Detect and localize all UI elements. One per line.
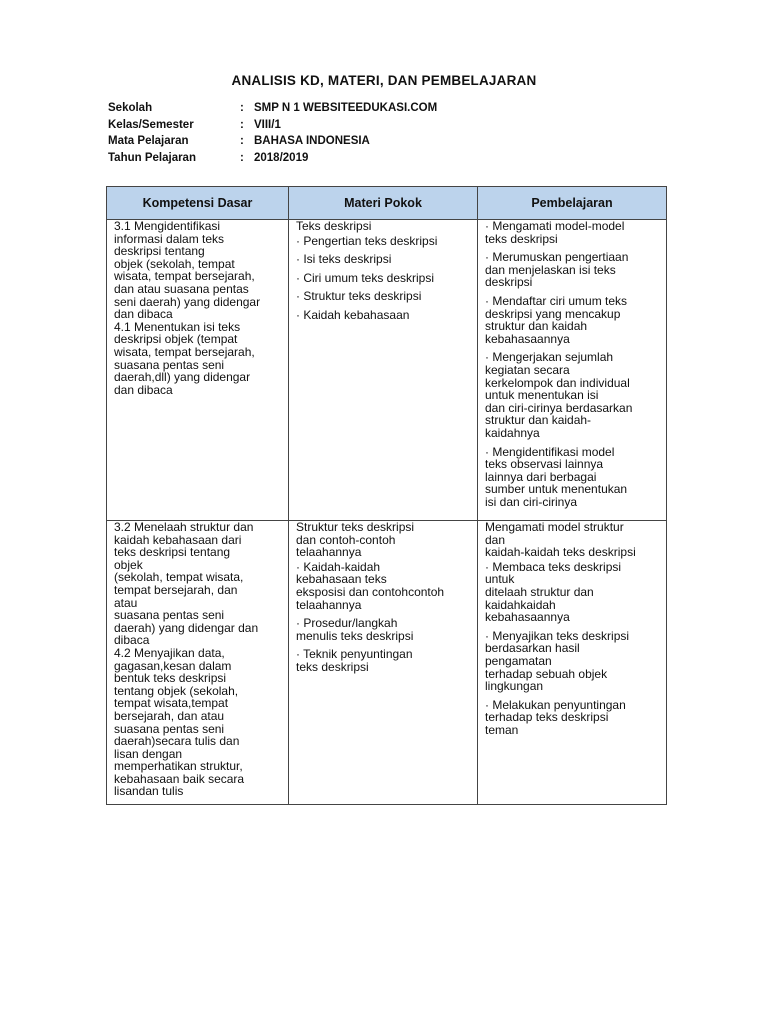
analysis-table (106, 186, 667, 805)
pembelajaran-intro: Mengamati model struktur dan kaidah-kaidah teks deskripsi (485, 520, 636, 560)
materi-item: · Prosedur/langkah menulis teks deskripsi (296, 616, 414, 643)
table-header-row (107, 187, 667, 220)
pembelajaran-item: · Membaca teks deskripsi untuk ditelaah struktur dan kaidahkaidah kebahasaannya (485, 559, 622, 625)
table-row (107, 521, 667, 805)
info-value: SMP N 1 WEBSITEEDUKASI.COM (254, 102, 438, 114)
materi-item: · Struktur teks deskripsi (296, 289, 422, 304)
info-label: Tahun Pelajaran (108, 151, 196, 164)
info-separator: : (240, 151, 244, 164)
info-row-tahun (108, 150, 437, 167)
info-label: Kelas/Semester (108, 118, 194, 131)
header-materi-pokok: Materi Pokok (289, 187, 478, 220)
kd-cell (107, 220, 289, 521)
info-label: Sekolah (108, 102, 153, 114)
materi-item: · Kaidah kebahasaan (296, 307, 410, 322)
info-row-kelas (108, 117, 437, 134)
materi-item: · Kaidah-kaidah kebahasaan teks eksposisi dan contohcontoh telaahannya (296, 559, 445, 612)
pembelajaran-item: · Mengamati model-model teks deskripsi (485, 219, 625, 246)
info-value: VIII/1 (254, 118, 281, 131)
pembelajaran-cell (478, 220, 667, 521)
materi-intro: Teks deskripsi (296, 219, 372, 233)
materi-cell (289, 220, 478, 521)
kd-text: 3.1 Mengidentifikasi informasi dalam teks deskripsi tentang objek (sekolah, tempat wisata, tempat bersejarah, dan atau suasana pentas seni daerah) yang didengar dan dibaca 4.1 Menentukan isi teks deskripsi objek (tempat wisata, tempat bersejarah, suasana pentas seni daerah,dll) yang didengar dan dibaca (114, 219, 261, 397)
info-separator: : (240, 118, 244, 131)
materi-item: · Ciri umum teks deskripsi (296, 270, 435, 285)
pembelajaran-item: · Merumuskan pengertiaan dan menjelaskan isi teks deskripsi (485, 250, 629, 290)
info-row-sekolah (108, 100, 437, 117)
materi-intro: Struktur teks deskripsi dan contoh-contoh telaahannya (296, 520, 415, 560)
pembelajaran-item: · Mengidentifikasi model teks observasi lainnya lainnya dari berbagai sumber untuk menentukan isi dan ciri-cirinya (485, 444, 628, 509)
pembelajaran-item: · Melakukan penyuntingan terhadap teks deskripsi teman (485, 697, 626, 737)
table-row (107, 220, 667, 521)
info-separator: : (240, 102, 244, 114)
pembelajaran-cell (478, 521, 667, 805)
pembelajaran-item: · Mengerjakan sejumlah kegiatan secara kerkelompok dan individual untuk menentukan isi dan ciri-cirinya berdasarkan struktur dan kaidah- kaidahnya (485, 350, 633, 440)
kd-text: 3.2 Menelaah struktur dan kaidah kebahasaan dari teks deskripsi tentang objek (sekolah, tempat wisata, tempat bersejarah, dan atau suasana pentas seni daerah) yang didengar dan dibaca 4.2 Menyajikan data, gagasan,kesan dalam bentuk teks deskripsi tentang objek (sekolah, tempat wisata,tempat bersejarah, dan atau suasana pentas seni daerah)secara tulis dan lisan dengan memperhatikan struktur, kebahasaan baik secara lisandan tulis (114, 520, 259, 799)
header-kompetensi-dasar: Kompetensi Dasar (107, 187, 289, 220)
info-value: BAHASA INDONESIA (254, 135, 370, 147)
materi-item: · Pengertian teks deskripsi (296, 233, 438, 248)
materi-item: · Isi teks deskripsi (296, 252, 392, 267)
kd-cell (107, 521, 289, 805)
pembelajaran-item: · Mendaftar ciri umum teks deskripsi yang mencakup struktur dan kaidah kebahasaannya (485, 293, 628, 346)
info-label: Mata Pelajaran (108, 135, 189, 147)
info-separator: : (240, 135, 244, 147)
page-title: ANALISIS KD, MATERI, DAN PEMBELAJARAN (231, 73, 537, 88)
materi-cell (289, 521, 478, 805)
info-value: 2018/2019 (254, 151, 309, 164)
document-info (108, 100, 437, 166)
pembelajaran-item: · Menyajikan teks deskripsi berdasarkan hasil pengamatan terhadap sebuah objek lingkungan (485, 628, 630, 694)
header-pembelajaran: Pembelajaran (478, 187, 667, 220)
info-row-mapel (108, 133, 437, 150)
materi-item: · Teknik penyuntingan teks deskripsi (296, 647, 413, 674)
